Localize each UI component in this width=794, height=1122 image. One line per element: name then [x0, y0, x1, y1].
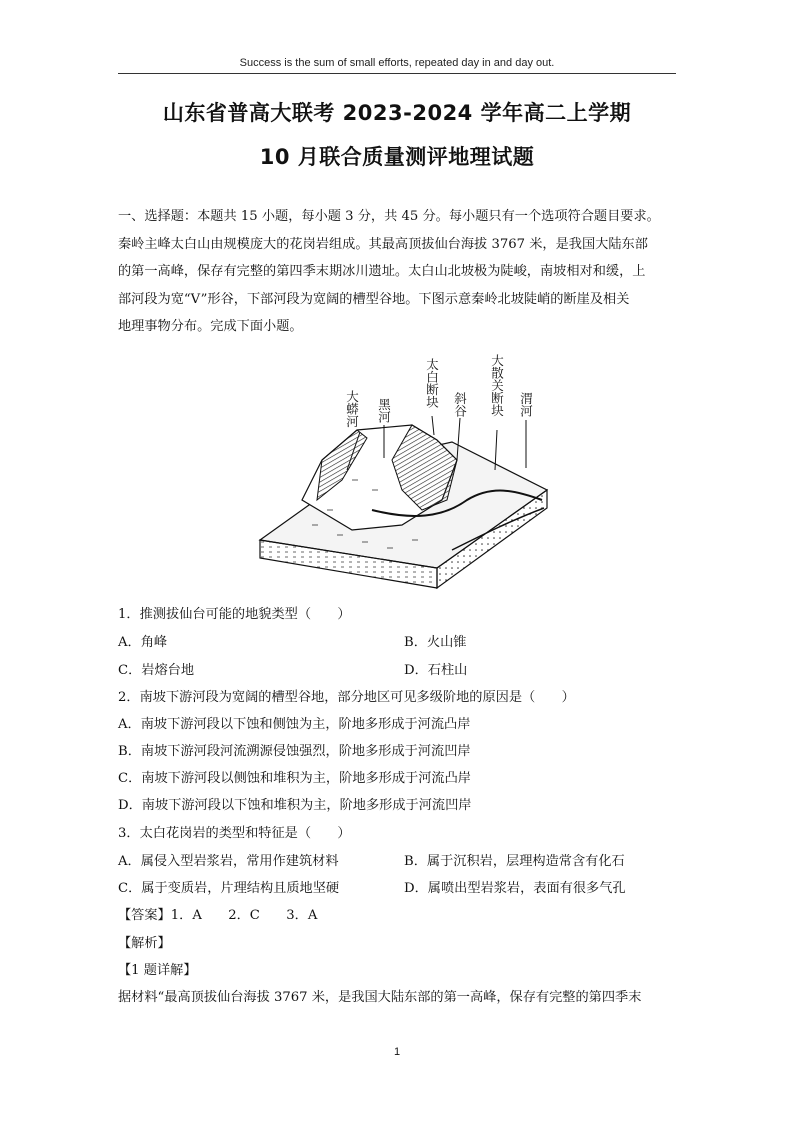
question-3-option-b: B．属于沉积岩，层理构造常含有化石	[404, 854, 625, 869]
intro-line: 的第一高峰，保存有完整的第四季末期冰川遗址。太白山北坡极为陡峻，南坡相对和缓，上	[118, 264, 646, 279]
intro-line: 部河段为宽“V”形谷，下部河段为宽阔的槽型谷地。下图示意秦岭北坡陡峭的断崖及相关	[118, 291, 630, 307]
label-taibai-block: 太白断块	[424, 358, 440, 408]
analysis-subheading: 【1 题详解】	[118, 963, 197, 978]
question-1-option-d: D．石柱山	[404, 663, 468, 678]
document-title-line2: 10 月联合质量测评地理试题	[259, 145, 535, 169]
intro-line: 秦岭主峰太白山由规模庞大的花岗岩组成。其最高顶拔仙台海拔 3767 米，是我国大陆东部	[118, 236, 648, 252]
header-motto: Success is the sum of small efforts, repeated day in and day out.	[239, 57, 555, 69]
label-wei-river: 渭河	[518, 392, 534, 417]
label-damang-river: 大蟒河	[344, 390, 360, 428]
question-1-stem: 1．推测拔仙台可能的地貌类型（ ）	[118, 607, 351, 622]
intro-line: 一、选择题：本题共 15 小题，每小题 3 分，共 45 分。每小题只有一个选项符合题目要求。	[118, 209, 660, 224]
document-title-line1: 山东省普高大联考 2023-2024 学年高二上学期	[162, 101, 632, 125]
question-3-option-c: C．属于变质岩，片理结构且质地坚硬	[118, 881, 340, 896]
label-xiegu: 斜谷	[452, 392, 468, 417]
terrain-block-diagram	[252, 350, 552, 595]
answer-line: 【答案】1．A 2．C 3．A	[118, 908, 318, 923]
question-2-option-d: D．南坡下游河段以下蚀和堆积为主，阶地多形成于河流凹岸	[118, 798, 472, 813]
question-2-option-b: B．南坡下游河段河流溯源侵蚀强烈，阶地多形成于河流凹岸	[118, 744, 471, 759]
question-3-option-a: A．属侵入型岩浆岩，常用作建筑材料	[118, 854, 339, 869]
question-2-stem: 2．南坡下游河段为宽阔的槽型谷地，部分地区可见多级阶地的原因是（ ）	[118, 690, 575, 705]
question-1-option-a: A．角峰	[118, 635, 168, 650]
intro-line: 地理事物分布。完成下面小题。	[118, 319, 303, 334]
question-2-option-a: A．南坡下游河段以下蚀和侧蚀为主，阶地多形成于河流凸岸	[118, 717, 471, 732]
label-dasanguan-block: 大散关断块	[489, 354, 505, 417]
question-3-option-d: D．属喷出型岩浆岩，表面有很多气孔	[404, 881, 626, 896]
analysis-heading: 【解析】	[118, 936, 171, 951]
header-divider	[118, 73, 676, 74]
question-2-option-c: C．南坡下游河段以侧蚀和堆积为主，阶地多形成于河流凸岸	[118, 771, 471, 786]
question-1-option-b: B．火山锥	[404, 635, 467, 650]
question-1-option-c: C．岩熔台地	[118, 663, 195, 678]
question-3-stem: 3．太白花岗岩的类型和特征是（ ）	[118, 826, 351, 841]
page-number: 1	[393, 1046, 401, 1058]
intro-section	[118, 203, 683, 341]
analysis-text: 据材料“最高顶拔仙台海拔 3767 米，是我国大陆东部的第一高峰，保存有完整的第四季末	[118, 990, 642, 1005]
label-hei-river: 黑河	[376, 398, 392, 423]
